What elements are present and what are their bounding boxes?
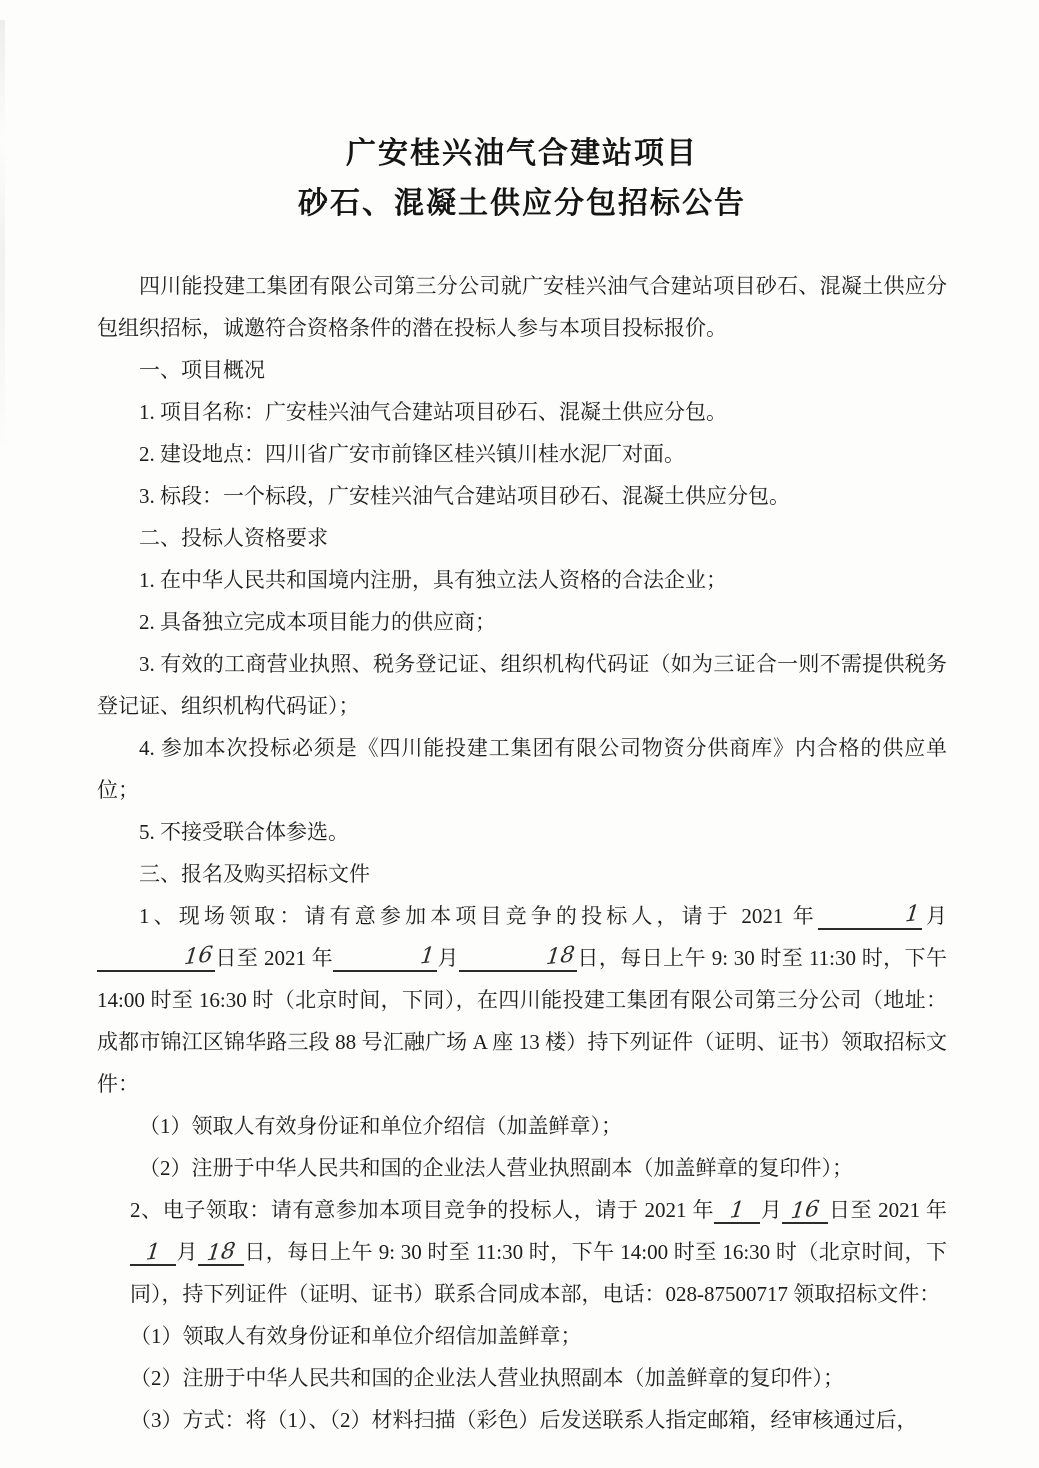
paragraph: 2、电子领取：请有意参加本项目竞争的投标人，请于 2021 年 1 月 16 日至 2021 年1 月 18 日，每日上午 9: 30 时至 11:30 时，下午 14:00 时至 16:30 时（北京时间，下同），持下列证件（证明、证书）联系合同成本部，电话：028-87500717 领取招标文件： <box>130 1196 948 1306</box>
paragraph: 1. 项目名称：广安桂兴油气合建站项目砂石、混凝土供应分包。 <box>139 400 727 424</box>
paragraph: 1、现场领取：请有意参加本项目竞争的投标人，请于 2021 年 1月16日至 2021 年 1月 18日，每日上午 9: 30 时至 11:30 时，下午 14:00 时至 16:30 时（北京时间，下同），在四川能投建工集团有限公司第三分公司（地址：成都市锦江区锦华路三段 88 号汇融广场 A 座 13 楼）持下列证件（证明、证书）领取招标文件： <box>97 901 948 1096</box>
paragraph: （1）领取人有效身份证和单位介绍信加盖鲜章； <box>130 1324 582 1348</box>
paragraph: （2）注册于中华人民共和国的企业法人营业执照副本（加盖鲜章的复印件）； <box>130 1366 844 1390</box>
paragraph: 5. 不接受联合体参选。 <box>139 820 349 844</box>
document-title-line1: 广安桂兴油气合建站项目 <box>346 137 698 170</box>
handwritten-date-number: 1 <box>714 1199 760 1224</box>
paragraph: 3. 标段：一个标段，广安桂兴油气合建站项目砂石、混凝土供应分包。 <box>139 484 790 508</box>
handwritten-date-number: 1 <box>130 1241 176 1266</box>
paragraph: （1）领取人有效身份证和单位介绍信（加盖鲜章）； <box>139 1114 622 1138</box>
paragraph: （3）方式：将（1）、（2）材料扫描（彩色）后发送联系人指定邮箱，经审核通过后， <box>130 1408 918 1432</box>
handwritten-date-number: 18 <box>459 947 577 972</box>
handwritten-date-number: 1 <box>818 905 922 930</box>
handwritten-date-number: 1 <box>333 947 437 972</box>
paragraph: 2. 建设地点：四川省广安市前锋区桂兴镇川桂水泥厂对面。 <box>139 442 685 466</box>
paragraph: 二、投标人资格要求 <box>139 526 328 550</box>
handwritten-date-number: 16 <box>782 1199 828 1224</box>
document-body <box>97 265 947 1441</box>
paragraph: 4. 参加本次投标必须是《四川能投建工集团有限公司物资分供商库》内合格的供应单位； <box>97 736 947 802</box>
paragraph: 三、报名及购买招标文件 <box>139 862 370 886</box>
paragraph: 3. 有效的工商营业执照、税务登记证、组织机构代码证（如为三证合一则不需提供税务登记证、组织机构代码证）； <box>97 652 947 718</box>
paragraph: （2）注册于中华人民共和国的企业法人营业执照副本（加盖鲜章的复印件）； <box>139 1156 853 1180</box>
handwritten-date-number: 16 <box>97 947 215 972</box>
paragraph: 1. 在中华人民共和国境内注册，具有独立法人资格的合法企业； <box>139 568 727 592</box>
paragraph: 2. 具备独立完成本项目能力的供应商； <box>139 610 496 634</box>
handwritten-date-number: 18 <box>198 1241 244 1266</box>
paragraph: 四川能投建工集团有限公司第三分公司就广安桂兴油气合建站项目砂石、混凝土供应分包组织招标，诚邀符合资格条件的潜在投标人参与本项目投标报价。 <box>97 274 947 340</box>
document-title-line2: 砂石、混凝土供应分包招标公告 <box>298 187 746 220</box>
paragraph: 一、项目概况 <box>139 358 265 382</box>
